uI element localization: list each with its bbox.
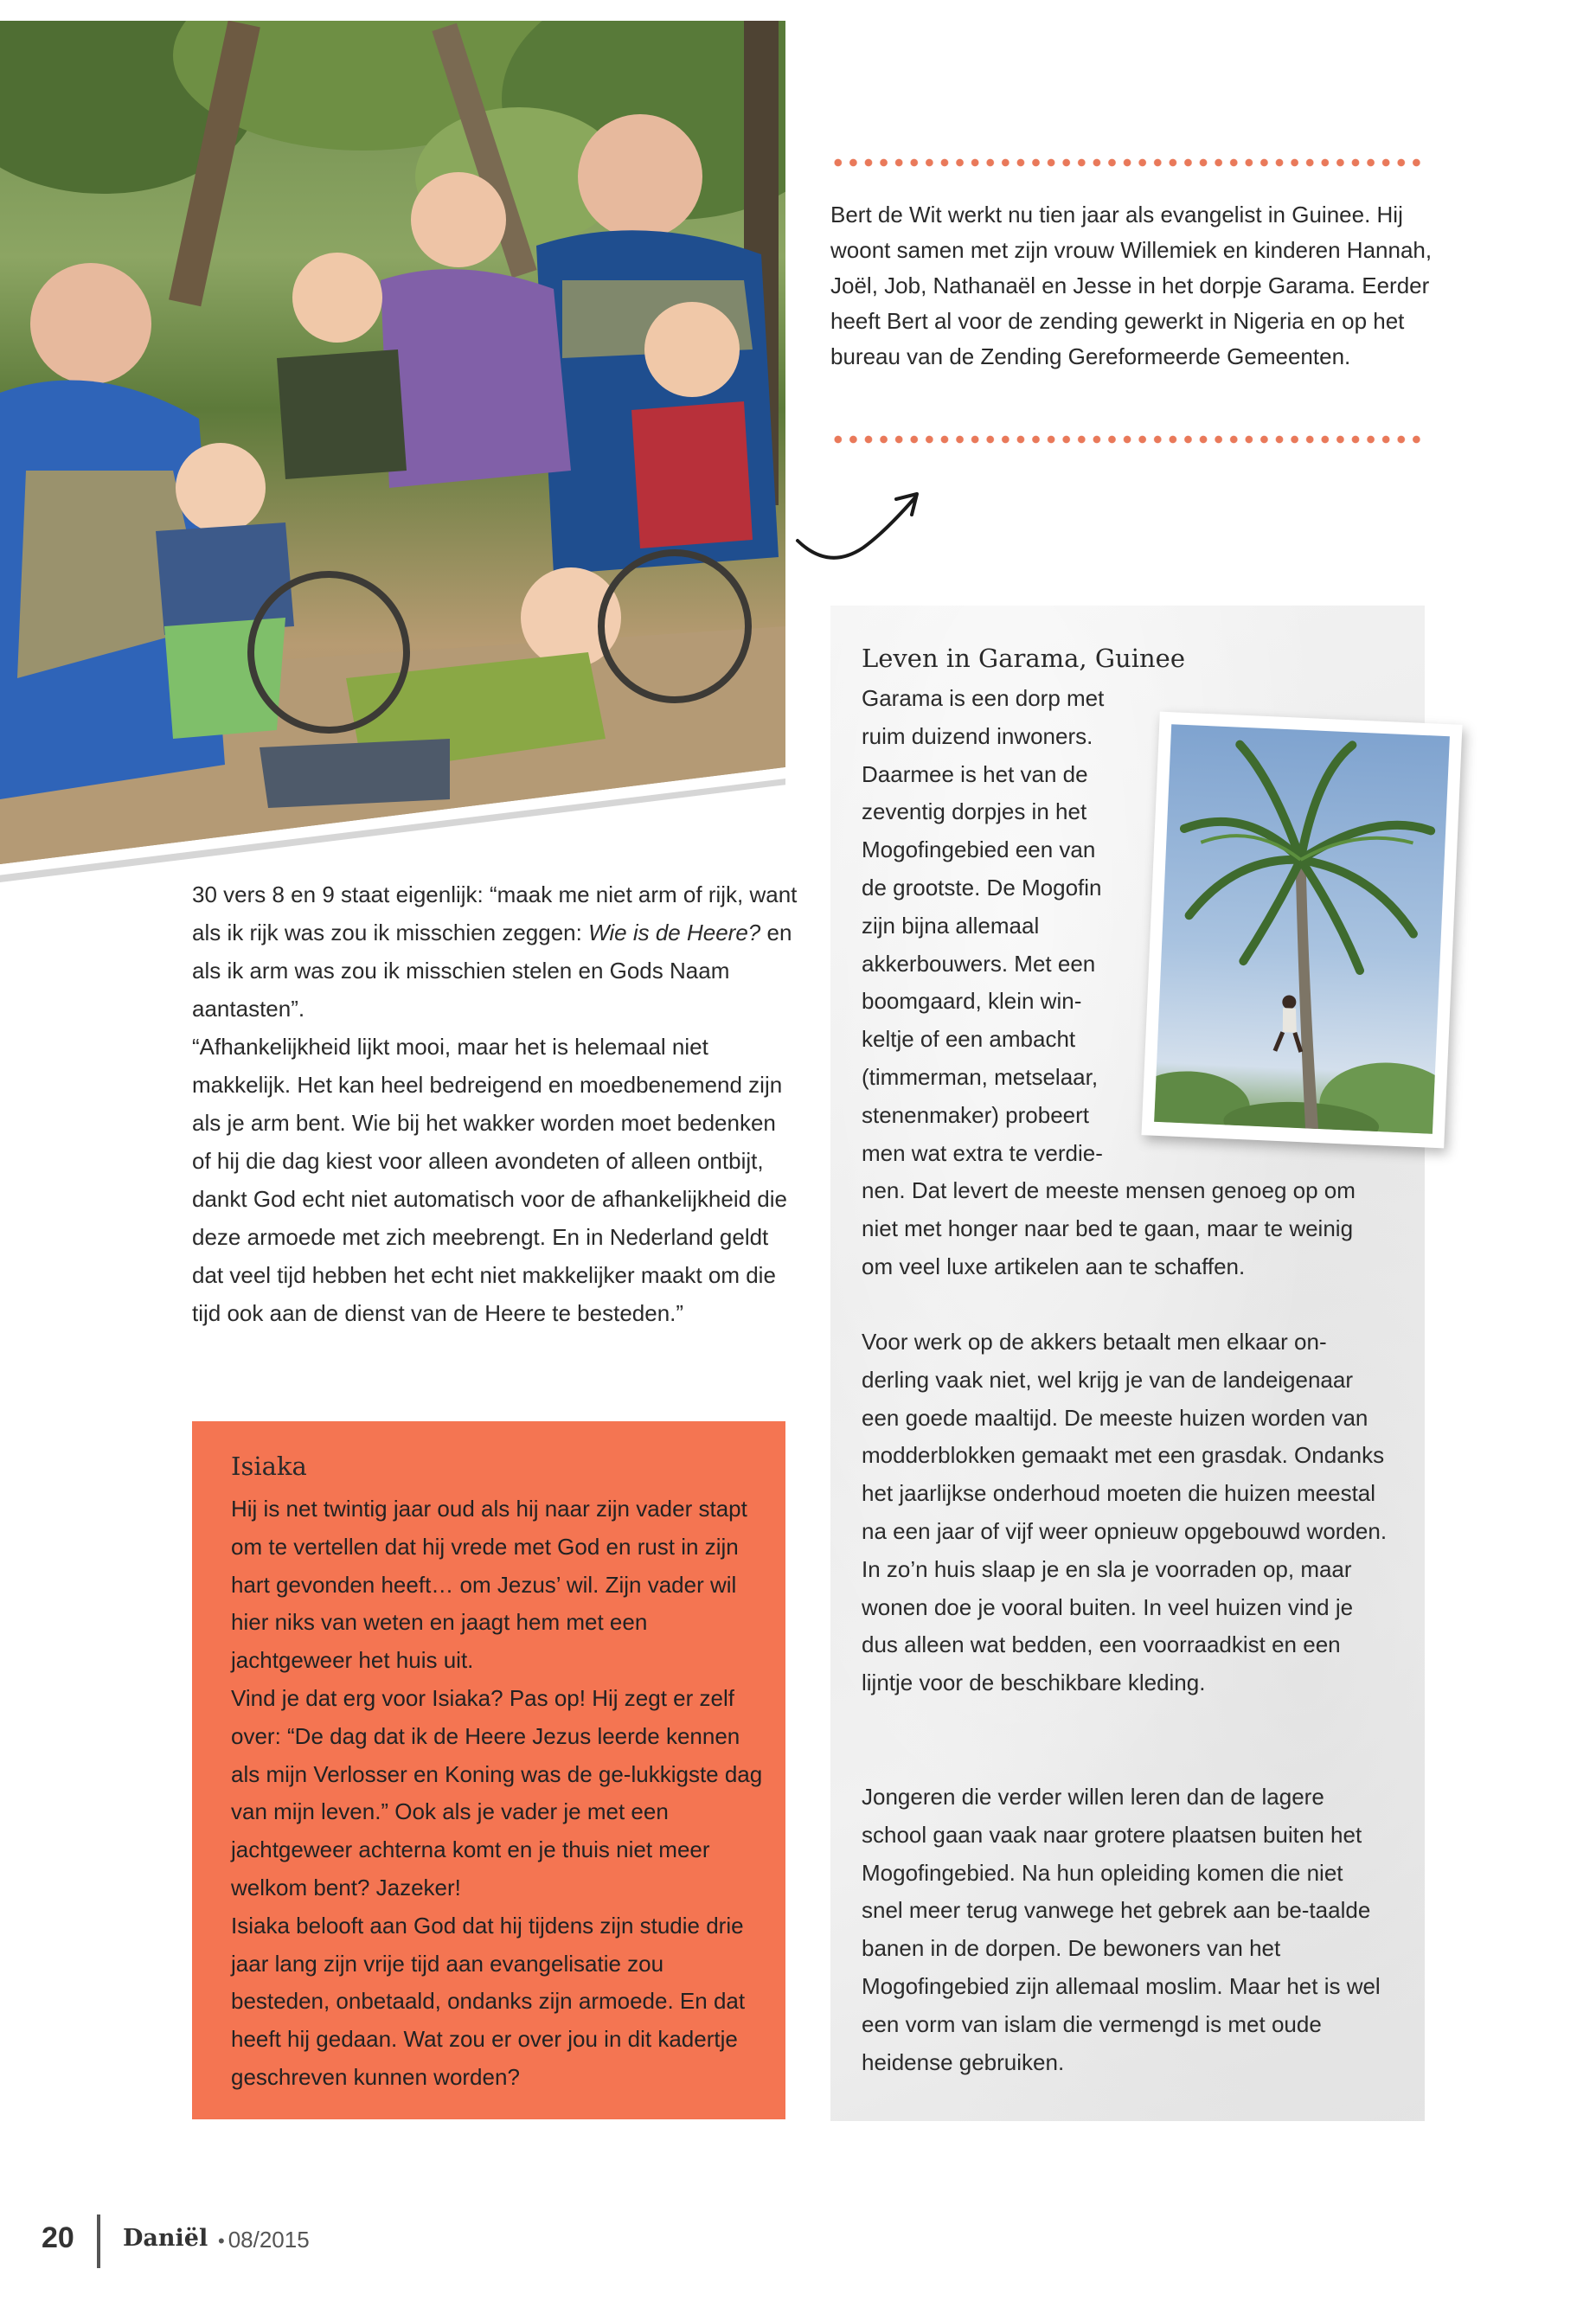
- garama-title: Leven in Garama, Guinee: [862, 644, 1185, 673]
- isiaka-paragraph: Vind je dat erg voor Isiaka? Pas op! Hij zegt er zelf over: “De dag dat ik de Heere Jezus leerde kennen als mijn Verlosser en Koning was de ge-lukkigste dag van mijn leven.” Ook als je vader je met een jachtgeweer achterna komt en je thuis niet meer welkom bent? Jazeker!: [231, 1684, 763, 1900]
- text-line: keltje of een ambacht: [862, 1026, 1076, 1053]
- text-line: Mogofingebied een van: [862, 836, 1096, 863]
- text-line: stenenmaker) probeert: [862, 1101, 1090, 1128]
- article-paragraph: “Afhankelijkheid lijkt mooi, maar het is helemaal niet makkelijk. Het kan heel bedreigend en moedbenemend zijn als je arm bent. Wie bij het wakker worden moet bedenken of hij die dag kiest voor alleen avondeten of alleen ontbijt, dankt God echt niet automatisch voor de afhankelijkheid die deze armoede met zich meebrengt. En in Nederland geldt dat veel tijd hebben het echt niet makkelijker maakt om die tijd ook aan de dienst van de Heere te besteden.”: [192, 1034, 787, 1326]
- garama-paragraph-3: [862, 1779, 1389, 2081]
- isiaka-title: Isiaka: [231, 1452, 307, 1481]
- issue-number: 08/2015: [228, 2227, 310, 2253]
- curved-arrow-icon: [794, 480, 933, 575]
- family-photo: [0, 21, 785, 864]
- isiaka-box: [192, 1421, 785, 2119]
- text-line: zeventig dorpjes in het: [862, 798, 1087, 825]
- text-line: (timmerman, metselaar,: [862, 1063, 1099, 1090]
- page-number: 20: [42, 2221, 74, 2254]
- text-line: boomgaard, klein win-: [862, 988, 1082, 1015]
- isiaka-paragraph: Hij is net twintig jaar oud als hij naar zijn vader stapt om te vertellen dat hij vrede met God en rust in zijn hart gevonden heeft… om Jezus’ wil. Zijn vader wil hier niks van weten en jaagt hem met een jachtgeweer het huis uit.: [231, 1496, 747, 1674]
- garama-paragraph-2: [862, 1324, 1389, 1702]
- photo-caption: Bert de Wit werkt nu tien jaar als evangelist in Guinee. Hij woont samen met zijn vrouw Willemiek en kinderen Hannah, Joël, Job, Nathanaël en Jesse in het dorpje Garama. Eerder heeft Bert al voor de zending gewerkt in Nigeria en op het bureau van de Zending Gereformeerde Gemeenten.: [830, 202, 1433, 369]
- magazine-name: Daniël: [123, 2225, 208, 2252]
- palm-tree-image: [1154, 724, 1450, 1134]
- text-line: de grootste. De Mogofin: [862, 874, 1102, 901]
- isiaka-body: [231, 1490, 767, 2097]
- footer-bullet: •: [218, 2230, 225, 2252]
- dotted-separator-top: [830, 158, 1427, 167]
- issue-date: [215, 2227, 310, 2253]
- family-photo-illustration: [0, 21, 785, 864]
- dotted-separator-bottom: [830, 435, 1427, 444]
- text-paragraph: Jongeren die verder willen leren dan de lagere school gaan vaak naar grotere plaatsen buiten het Mogofingebied. Na hun opleiding komen die niet snel meer terug vanwege het gebrek aan be-taalde banen in de dorpen. De bewoners van het Mogofingebied zijn allemaal moslim. Maar het is wel een vorm van islam die vermengd is met oude heidense gebruiken.: [862, 1784, 1381, 2075]
- garama-paragraph-1-end: [862, 1172, 1389, 1285]
- text-line: zijn bijna allemaal: [862, 912, 1040, 939]
- text-line: Daarmee is het van de: [862, 760, 1088, 787]
- text-line: Garama is een dorp met: [862, 685, 1105, 711]
- article-body-left: [192, 875, 798, 1332]
- text-line: akkerbouwers. Met een: [862, 950, 1096, 977]
- text-paragraph: Voor werk op de akkers betaalt men elkaar on-derling vaak niet, wel krijg je van de landeigenaar een goede maaltijd. De meeste huizen worden van modderblokken gemaakt met een grasdak. Ondanks het jaarlijkse onderhoud moeten die huizen meestal na een jaar of vijf weer opnieuw opgebouwd worden. In zo’n huis slaap je en sla je voorraden op, maar wonen doe je vooral buiten. In veel huizen vind je dus alleen wat bedden, een voorraadkist en een lijntje voor de beschikbare kleding.: [862, 1329, 1388, 1696]
- palm-tree-illustration: [1154, 724, 1450, 1134]
- footer-divider: [97, 2214, 100, 2268]
- text-paragraph: nen. Dat levert de meeste mensen genoeg op om niet met honger naar bed te gaan, maar te weinig om veel luxe artikelen aan te schaffen.: [862, 1177, 1356, 1279]
- article-paragraph: 30 vers 8 en 9 staat eigenlijk: “maak me niet arm of rijk, want als ik rijk was zou ik misschien zeggen: Wie is de Heere? en als ik arm was zou ik misschien stelen en Gods Naam aantasten”.: [192, 881, 798, 1022]
- isiaka-paragraph: Isiaka belooft aan God dat hij tijdens zijn studie drie jaar lang zijn vrije tijd aan evangelisatie zou besteden, onbetaald, ondanks zijn armoede. En dat heeft hij gedaan. Wat zou er over jou in dit kadertje geschreven kunnen worden?: [231, 1912, 746, 2090]
- palm-tree-photo: [1141, 712, 1462, 1149]
- garama-paragraph-1: [862, 680, 1138, 1172]
- text-line: ruim duizend inwoners.: [862, 722, 1093, 749]
- text-line: men wat extra te verdie-: [862, 1139, 1103, 1166]
